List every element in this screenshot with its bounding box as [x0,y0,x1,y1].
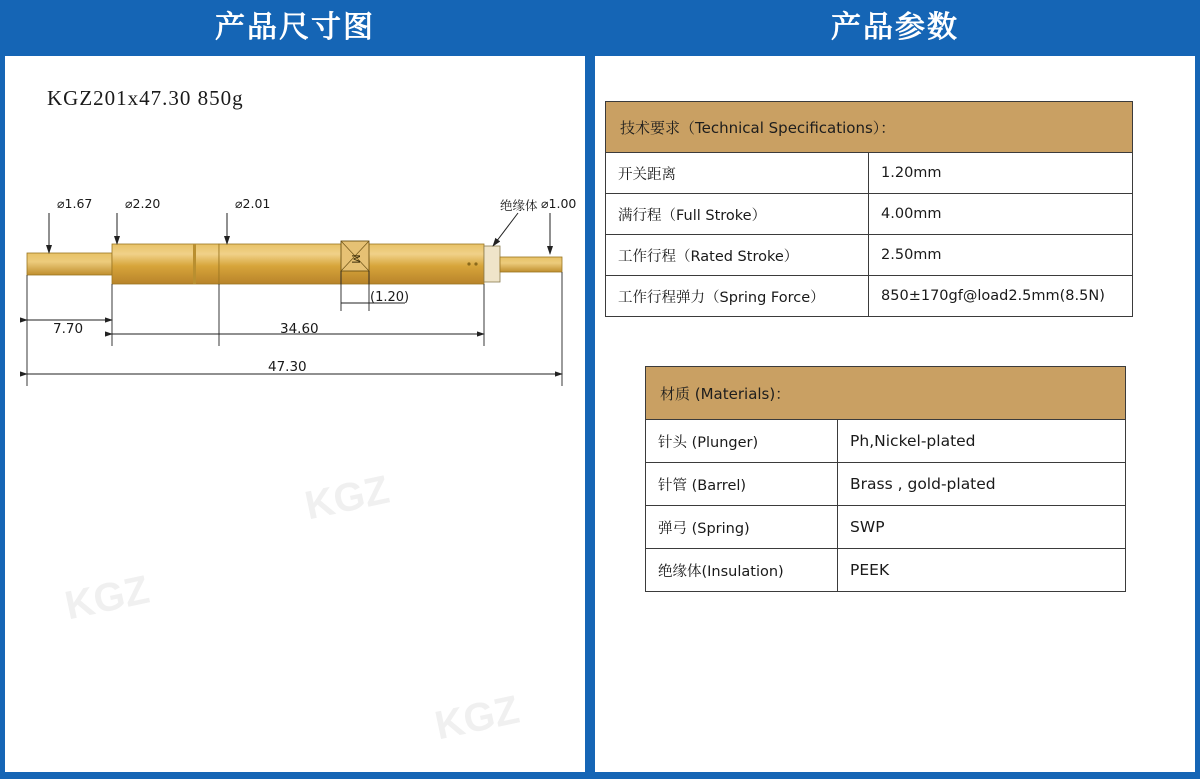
dim-stroke-1-20: (1.20) [370,290,410,305]
callout-dia-1-67: ⌀1.67 [57,196,93,211]
callout-dia-2-20: ⌀2.20 [125,196,161,211]
material-value-2: SWP [838,506,1126,549]
table-row [646,506,1126,549]
watermark-1: KGZ [61,567,153,629]
table-row [646,463,1126,506]
watermark-2: KGZ [301,467,393,529]
table-row [646,420,1126,463]
svg-text:M: M [349,254,362,264]
spec-key-2: 工作行程（Rated Stroke） [606,235,869,276]
material-value-0: Ph,Nickel-plated [838,420,1126,463]
material-key-2: 弹弓 (Spring) [646,506,838,549]
table-row [606,194,1133,235]
spec-key-0: 开关距离 [606,153,869,194]
material-key-3: 绝缘体(Insulation) [646,549,838,592]
dimension-drawing-box [5,56,585,772]
pogo-pin-drawing [5,56,585,772]
pin-body [27,241,562,284]
table-header-row [606,102,1133,153]
callout-dia-1-00: ⌀1.00 [541,196,577,211]
spec-value-3: 850±170gf@load2.5mm(8.5N) [869,276,1133,317]
material-value-3: PEEK [838,549,1126,592]
dim-7-70: 7.70 [53,321,84,337]
spec-value-0: 1.20mm [869,153,1133,194]
material-key-1: 针管 (Barrel) [646,463,838,506]
table-row [606,276,1133,317]
right-panel [590,0,1200,779]
right-panel-title: 产品参数 [831,10,959,45]
material-value-1: Brass , gold-plated [838,463,1126,506]
callout-dia-2-01: ⌀2.01 [235,196,271,211]
table-header-row [646,367,1126,420]
spec-table-header: 技术要求（Technical Specifications）： [606,102,1133,153]
spec-value-1: 4.00mm [869,194,1133,235]
part-number-label: KGZ201x47.30 850g [47,86,244,110]
material-key-0: 针头 (Plunger) [646,420,838,463]
materials-table [645,366,1126,592]
dim-34-60: 34.60 [280,321,319,337]
materials-table-header: 材质 (Materials)： [646,367,1126,420]
watermark-3: KGZ [431,687,523,749]
spec-value-2: 2.50mm [869,235,1133,276]
table-row [606,153,1133,194]
spec-key-1: 满行程（Full Stroke） [606,194,869,235]
callout-insulation: 绝缘体 [500,198,538,213]
table-row [646,549,1126,592]
parameters-box [595,56,1195,772]
technical-specifications-table [605,101,1133,317]
dim-47-30: 47.30 [268,359,307,375]
table-row [606,235,1133,276]
spec-key-3: 工作行程弹力（Spring Force） [606,276,869,317]
left-panel-title: 产品尺寸图 [215,10,375,45]
left-panel [0,0,590,779]
